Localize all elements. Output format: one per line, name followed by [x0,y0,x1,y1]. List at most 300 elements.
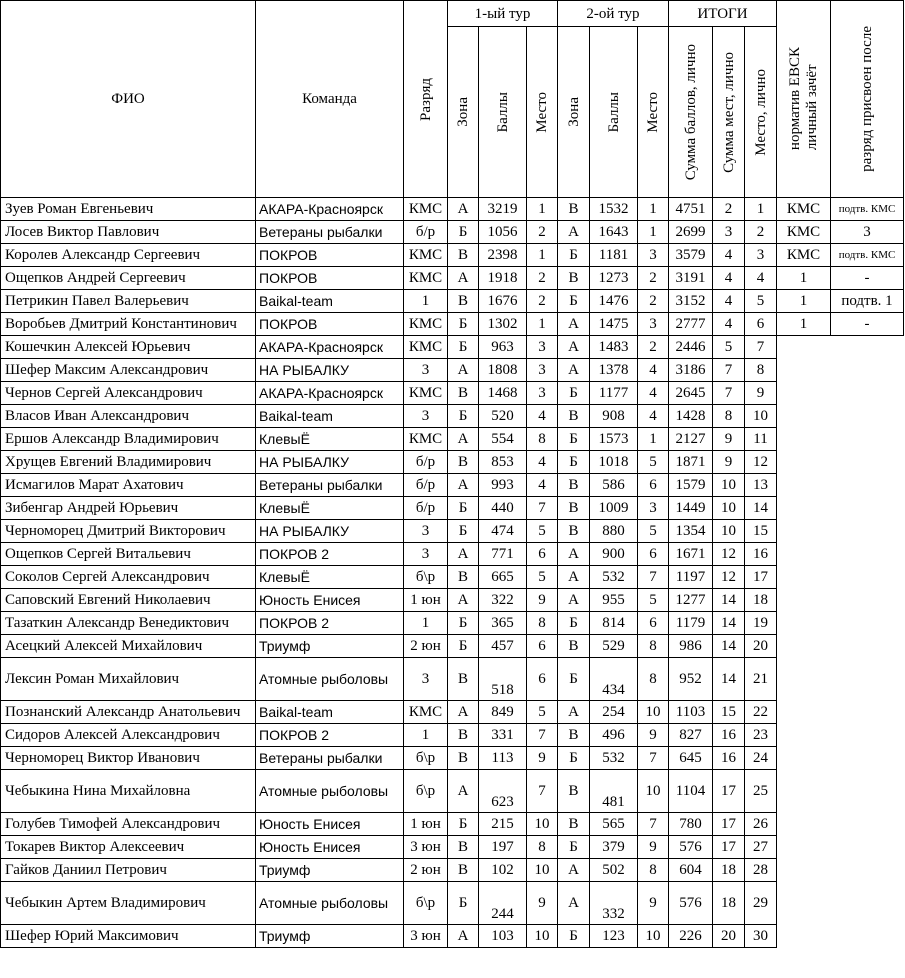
header-norm-line1: норматив ЕВСК [786,47,803,151]
cell-sum-points: 2699 [669,221,713,244]
cell-zone-1: Б [448,882,479,925]
cell-rank: КМС [404,267,448,290]
cell-place-1: 2 [527,267,558,290]
cell-rank: 3 [404,359,448,382]
cell-fio: Зуев Роман Евгеньевич [1,198,256,221]
cell-rank-assigned [831,451,904,474]
cell-sum-points: 1103 [669,701,713,724]
cell-rank: 3 юн [404,925,448,948]
cell-rank-assigned: подтв. 1 [831,290,904,313]
cell-place-2: 5 [638,451,669,474]
cell-place-1: 1 [527,198,558,221]
cell-team: ПОКРОВ [256,267,404,290]
cell-rank: б\р [404,747,448,770]
cell-rank: 1 юн [404,589,448,612]
table-row [1,221,904,244]
cell-points-1: 331 [479,724,527,747]
table-row [1,520,904,543]
cell-rank-assigned [831,747,904,770]
cell-zone-2: Б [558,836,590,859]
cell-norm [777,405,831,428]
table-row [1,724,904,747]
cell-sum-places: 14 [713,612,745,635]
cell-fio: Зибенгар Андрей Юрьевич [1,497,256,520]
header-rank-assigned [831,1,904,198]
cell-team: Юность Енисея [256,589,404,612]
cell-sum-places: 17 [713,770,745,813]
cell-rank-assigned [831,428,904,451]
cell-norm [777,612,831,635]
header-place-1: Место [527,27,558,198]
cell-points-2: 532 [590,566,638,589]
cell-norm: КМС [777,244,831,267]
cell-team: ПОКРОВ [256,244,404,267]
cell-rank-assigned [831,566,904,589]
cell-sum-places: 9 [713,428,745,451]
cell-zone-1: Б [448,313,479,336]
cell-team: Триумф [256,635,404,658]
cell-place-personal: 29 [745,882,777,925]
cell-zone-2: А [558,221,590,244]
cell-points-2: 880 [590,520,638,543]
cell-points-2: 529 [590,635,638,658]
cell-norm [777,836,831,859]
table-row [1,267,904,290]
cell-sum-places: 7 [713,382,745,405]
cell-sum-points: 645 [669,747,713,770]
cell-norm: КМС [777,198,831,221]
cell-place-2: 4 [638,405,669,428]
cell-fio: Черноморец Дмитрий Викторович [1,520,256,543]
table-row [1,589,904,612]
cell-place-2: 3 [638,313,669,336]
cell-place-1: 5 [527,566,558,589]
cell-place-2: 10 [638,770,669,813]
cell-zone-2: А [558,336,590,359]
cell-norm [777,724,831,747]
cell-team: НА РЫБАЛКУ [256,451,404,474]
cell-zone-2: Б [558,290,590,313]
table-row [1,543,904,566]
cell-sum-points: 1449 [669,497,713,520]
cell-place-personal: 11 [745,428,777,451]
cell-place-1: 2 [527,221,558,244]
cell-zone-1: А [448,770,479,813]
cell-fio: Токарев Виктор Алексеевич [1,836,256,859]
cell-points-2: 1643 [590,221,638,244]
cell-rank: б\р [404,566,448,589]
cell-sum-places: 9 [713,451,745,474]
header-zone-1: Зона [448,27,479,198]
cell-points-2: 502 [590,859,638,882]
cell-place-personal: 23 [745,724,777,747]
header-team: Команда [256,1,404,198]
cell-sum-places: 16 [713,724,745,747]
cell-norm [777,635,831,658]
table-row [1,382,904,405]
cell-zone-1: А [448,359,479,382]
cell-place-1: 8 [527,428,558,451]
cell-norm [777,336,831,359]
cell-norm: 1 [777,290,831,313]
cell-fio: Черноморец Виктор Иванович [1,747,256,770]
cell-rank-assigned: подтв. КМС [831,244,904,267]
table-row [1,198,904,221]
cell-points-1: 197 [479,836,527,859]
cell-sum-points: 3579 [669,244,713,267]
cell-zone-2: В [558,267,590,290]
cell-rank-assigned [831,724,904,747]
cell-sum-places: 20 [713,925,745,948]
cell-rank-assigned [831,474,904,497]
cell-zone-1: А [448,925,479,948]
cell-norm [777,451,831,474]
cell-zone-1: А [448,701,479,724]
cell-place-2: 9 [638,882,669,925]
cell-points-2: 1573 [590,428,638,451]
cell-rank: 1 [404,612,448,635]
cell-sum-points: 3152 [669,290,713,313]
cell-points-1: 440 [479,497,527,520]
cell-sum-points: 1671 [669,543,713,566]
cell-team: Атомные рыболовы [256,882,404,925]
cell-place-2: 7 [638,747,669,770]
cell-place-2: 5 [638,520,669,543]
cell-sum-places: 2 [713,198,745,221]
header-sum-places: Сумма мест, лично [713,27,745,198]
cell-points-2: 379 [590,836,638,859]
cell-rank-assigned [831,359,904,382]
cell-sum-places: 3 [713,221,745,244]
cell-norm [777,589,831,612]
cell-zone-1: А [448,589,479,612]
cell-points-2: 1273 [590,267,638,290]
header-points-1: Баллы [479,27,527,198]
cell-zone-2: Б [558,925,590,948]
cell-rank: 3 [404,520,448,543]
cell-place-1: 9 [527,589,558,612]
cell-zone-2: В [558,813,590,836]
cell-place-2: 9 [638,724,669,747]
cell-points-1: 457 [479,635,527,658]
cell-fio: Лексин Роман Михайлович [1,658,256,701]
table-row [1,882,904,925]
table-row [1,925,904,948]
cell-place-2: 8 [638,658,669,701]
cell-zone-1: А [448,267,479,290]
cell-sum-places: 14 [713,589,745,612]
cell-fio: Познанский Александр Анатольевич [1,701,256,724]
cell-norm [777,882,831,925]
cell-sum-places: 12 [713,543,745,566]
cell-zone-2: А [558,701,590,724]
cell-points-2: 1009 [590,497,638,520]
cell-place-1: 9 [527,882,558,925]
cell-norm [777,520,831,543]
cell-place-1: 5 [527,701,558,724]
cell-norm [777,925,831,948]
header-rank-text: Разряд [417,77,434,121]
cell-norm: КМС [777,221,831,244]
cell-place-personal: 19 [745,612,777,635]
cell-place-1: 7 [527,724,558,747]
table-row [1,859,904,882]
cell-sum-places: 14 [713,635,745,658]
cell-rank: КМС [404,382,448,405]
cell-place-personal: 22 [745,701,777,724]
cell-place-2: 6 [638,612,669,635]
cell-fio: Соколов Сергей Александрович [1,566,256,589]
header-rank-assigned-text: разряд присвоен после [859,26,875,172]
cell-points-2: 900 [590,543,638,566]
cell-fio: Хрущев Евгений Владимирович [1,451,256,474]
cell-team: Ветераны рыбалки [256,221,404,244]
cell-zone-1: Б [448,520,479,543]
cell-rank-assigned [831,658,904,701]
table-row [1,701,904,724]
cell-team: АКАРА-Красноярск [256,198,404,221]
cell-team: ПОКРОВ 2 [256,543,404,566]
cell-place-personal: 6 [745,313,777,336]
cell-rank: б\р [404,882,448,925]
cell-place-personal: 12 [745,451,777,474]
cell-norm [777,770,831,813]
cell-place-1: 6 [527,635,558,658]
cell-rank-assigned [831,925,904,948]
cell-norm [777,359,831,382]
cell-team: Юность Енисея [256,813,404,836]
cell-sum-places: 4 [713,244,745,267]
cell-place-personal: 5 [745,290,777,313]
cell-fio: Ершов Александр Владимирович [1,428,256,451]
cell-zone-2: Б [558,428,590,451]
cell-place-2: 10 [638,701,669,724]
cell-zone-1: В [448,451,479,474]
cell-points-1: 1056 [479,221,527,244]
cell-place-2: 7 [638,566,669,589]
cell-points-1: 993 [479,474,527,497]
cell-rank-assigned [831,836,904,859]
cell-fio: Голубев Тимофей Александрович [1,813,256,836]
cell-team: АКАРА-Красноярск [256,382,404,405]
cell-rank-assigned [831,635,904,658]
cell-points-1: 365 [479,612,527,635]
cell-rank-assigned [831,701,904,724]
cell-sum-places: 18 [713,859,745,882]
cell-points-2: 123 [590,925,638,948]
cell-sum-points: 4751 [669,198,713,221]
cell-rank-assigned [831,543,904,566]
cell-team: КлевыЁ [256,566,404,589]
table-row [1,612,904,635]
cell-zone-2: В [558,635,590,658]
cell-place-personal: 7 [745,336,777,359]
cell-zone-2: В [558,770,590,813]
table-row [1,813,904,836]
cell-zone-2: В [558,497,590,520]
cell-sum-points: 952 [669,658,713,701]
results-body [1,198,904,948]
cell-place-personal: 30 [745,925,777,948]
cell-points-2: 586 [590,474,638,497]
cell-norm [777,859,831,882]
cell-rank: КМС [404,428,448,451]
cell-rank: 3 [404,543,448,566]
cell-rank-assigned [831,336,904,359]
cell-sum-places: 4 [713,267,745,290]
cell-fio: Сидоров Алексей Александрович [1,724,256,747]
cell-points-1: 244 [479,882,527,925]
cell-rank-assigned [831,382,904,405]
cell-sum-points: 1104 [669,770,713,813]
cell-team: Триумф [256,925,404,948]
cell-zone-1: В [448,566,479,589]
cell-points-1: 1468 [479,382,527,405]
cell-points-1: 1302 [479,313,527,336]
cell-place-2: 3 [638,497,669,520]
table-row [1,747,904,770]
cell-sum-points: 3191 [669,267,713,290]
cell-rank-assigned: подтв. КМС [831,198,904,221]
cell-place-1: 4 [527,474,558,497]
cell-points-2: 1476 [590,290,638,313]
cell-place-personal: 4 [745,267,777,290]
cell-place-1: 7 [527,770,558,813]
cell-points-1: 1808 [479,359,527,382]
cell-team: Ветераны рыбалки [256,474,404,497]
cell-fio: Гайков Даниил Петрович [1,859,256,882]
cell-points-1: 518 [479,658,527,701]
cell-fio: Чебыкин Артем Владимирович [1,882,256,925]
cell-sum-points: 1197 [669,566,713,589]
table-row [1,770,904,813]
cell-points-2: 532 [590,747,638,770]
cell-place-personal: 3 [745,244,777,267]
cell-points-2: 332 [590,882,638,925]
cell-fio: Исмагилов Марат Ахатович [1,474,256,497]
cell-norm [777,474,831,497]
table-row [1,635,904,658]
cell-rank-assigned [831,813,904,836]
cell-points-2: 1177 [590,382,638,405]
cell-team: КлевыЁ [256,497,404,520]
cell-place-1: 10 [527,925,558,948]
cell-points-2: 254 [590,701,638,724]
cell-norm [777,658,831,701]
cell-zone-2: А [558,543,590,566]
cell-fio: Асецкий Алексей Михайлович [1,635,256,658]
cell-zone-2: Б [558,382,590,405]
header-zone-2: Зона [558,27,590,198]
cell-place-personal: 10 [745,405,777,428]
cell-team: Атомные рыболовы [256,658,404,701]
cell-norm [777,566,831,589]
cell-points-1: 215 [479,813,527,836]
cell-team: Baikal-team [256,290,404,313]
cell-place-1: 4 [527,451,558,474]
table-row [1,451,904,474]
cell-sum-points: 2777 [669,313,713,336]
cell-points-1: 623 [479,770,527,813]
cell-sum-points: 226 [669,925,713,948]
cell-rank: 3 [404,405,448,428]
cell-zone-2: В [558,405,590,428]
cell-norm [777,813,831,836]
cell-rank: 2 юн [404,635,448,658]
cell-zone-2: А [558,359,590,382]
cell-rank: 2 юн [404,859,448,882]
cell-norm [777,497,831,520]
cell-fio: Ощепков Сергей Витальевич [1,543,256,566]
cell-points-1: 1676 [479,290,527,313]
cell-norm [777,701,831,724]
cell-fio: Петрикин Павел Валерьевич [1,290,256,313]
cell-place-1: 9 [527,747,558,770]
cell-points-1: 520 [479,405,527,428]
cell-points-1: 2398 [479,244,527,267]
cell-place-2: 1 [638,428,669,451]
cell-points-1: 322 [479,589,527,612]
table-row [1,405,904,428]
header-tour1: 1-ый тур [448,1,558,27]
cell-place-personal: 13 [745,474,777,497]
cell-sum-points: 1871 [669,451,713,474]
cell-points-2: 1018 [590,451,638,474]
cell-sum-places: 10 [713,497,745,520]
cell-zone-1: В [448,244,479,267]
cell-zone-2: Б [558,451,590,474]
cell-norm: 1 [777,267,831,290]
cell-sum-points: 1579 [669,474,713,497]
cell-zone-1: А [448,428,479,451]
cell-place-2: 4 [638,382,669,405]
cell-points-1: 665 [479,566,527,589]
cell-zone-1: В [448,290,479,313]
cell-points-2: 496 [590,724,638,747]
cell-place-1: 8 [527,612,558,635]
cell-zone-2: Б [558,612,590,635]
cell-sum-places: 16 [713,747,745,770]
cell-norm [777,382,831,405]
cell-rank: КМС [404,336,448,359]
cell-place-1: 8 [527,836,558,859]
cell-sum-places: 14 [713,658,745,701]
cell-sum-points: 576 [669,882,713,925]
cell-fio: Шефер Юрий Максимович [1,925,256,948]
cell-rank: КМС [404,313,448,336]
cell-rank: КМС [404,701,448,724]
cell-zone-2: Б [558,747,590,770]
cell-place-2: 3 [638,244,669,267]
cell-place-personal: 21 [745,658,777,701]
header-sum-points: Сумма баллов, лично [669,27,713,198]
cell-zone-1: Б [448,405,479,428]
cell-zone-2: Б [558,244,590,267]
cell-sum-places: 4 [713,313,745,336]
table-row [1,566,904,589]
cell-norm [777,428,831,451]
cell-fio: Лосев Виктор Павлович [1,221,256,244]
cell-place-1: 10 [527,859,558,882]
cell-place-personal: 26 [745,813,777,836]
cell-place-1: 3 [527,359,558,382]
cell-sum-places: 17 [713,813,745,836]
cell-rank: б/р [404,497,448,520]
cell-fio: Воробьев Дмитрий Константинович [1,313,256,336]
cell-place-1: 4 [527,405,558,428]
cell-rank-assigned [831,405,904,428]
cell-rank-assigned [831,520,904,543]
